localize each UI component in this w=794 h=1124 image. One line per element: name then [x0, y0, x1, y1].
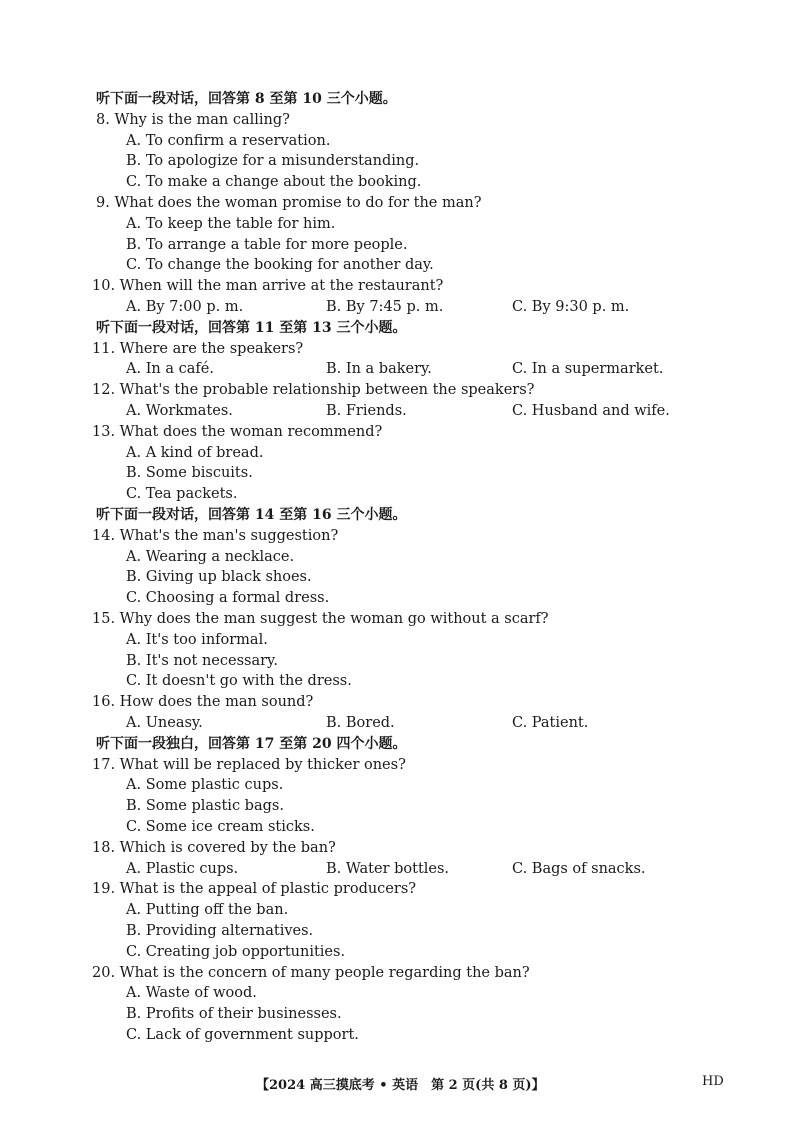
answer-option: A. Uneasy.	[126, 715, 203, 731]
answer-option: A. To confirm a reservation.	[126, 132, 331, 149]
answer-option: C. By 9:30 p. m.	[512, 299, 630, 315]
answer-option: A. To keep the table for him.	[126, 215, 336, 232]
section-instruction: 听下面一段对话，回答第 11 至第 13 三个小题。	[96, 319, 407, 336]
answer-option: C. Choosing a formal dress.	[126, 590, 330, 607]
answer-option: A. Wearing a necklace.	[126, 548, 295, 565]
question: 19. What is the appeal of plastic producers?	[92, 881, 417, 898]
answer-option: A. It's too informal.	[126, 631, 268, 648]
section-instruction: 听下面一段独白，回答第 17 至第 20 四个小题。	[96, 735, 407, 752]
question: 10. When will the man arrive at the restaurant?	[92, 278, 444, 295]
answer-option: B. Bored.	[326, 715, 395, 731]
paper-code: HD	[702, 1074, 724, 1089]
answer-option: C. Tea packets.	[126, 486, 238, 503]
answer-option: C. Bags of snacks.	[512, 860, 646, 877]
answer-option: C. It doesn't go with the dress.	[126, 673, 352, 690]
answer-option: B. Giving up black shoes.	[126, 569, 312, 586]
answer-option: C. To change the booking for another day.	[126, 257, 434, 274]
page-footer: 【2024 高三摸底考 • 英语 第 2 页(共 8 页)】	[256, 1078, 545, 1093]
answer-option: A. By 7:00 p. m.	[126, 299, 244, 315]
answer-option: B. Friends.	[326, 403, 407, 419]
answer-option: C. Patient.	[512, 715, 589, 731]
answer-option: B. Profits of their businesses.	[126, 1006, 342, 1023]
question: 12. What's the probable relationship between the speakers?	[92, 382, 535, 399]
question: 13. What does the woman recommend?	[92, 423, 383, 440]
question: 9. What does the woman promise to do for the man?	[96, 195, 482, 211]
answer-option: C. In a supermarket.	[512, 361, 664, 378]
question: 15. Why does the man suggest the woman go without a scarf?	[92, 611, 549, 627]
answer-option: B. Providing alternatives.	[126, 923, 314, 939]
answer-option: C. Creating job opportunities.	[126, 943, 346, 960]
question: 17. What will be replaced by thicker ones?	[92, 756, 406, 773]
question: 14. What's the man's suggestion?	[92, 527, 339, 544]
question: 8. Why is the man calling?	[96, 111, 290, 128]
question: 16. How does the man sound?	[92, 694, 314, 711]
answer-option: B. In a bakery.	[326, 361, 432, 378]
question: 20. What is the concern of many people regarding the ban?	[92, 964, 530, 981]
answer-option: B. Some biscuits.	[126, 465, 253, 482]
answer-option: A. Waste of wood.	[126, 985, 257, 1002]
answer-option: A. Some plastic cups.	[126, 777, 284, 794]
answer-option: A. A kind of bread.	[126, 444, 264, 461]
question: 11. Where are the speakers?	[92, 340, 304, 357]
answer-option: B. By 7:45 p. m.	[326, 299, 444, 315]
answer-option: C. Lack of government support.	[126, 1027, 359, 1043]
answer-option: A. Workmates.	[126, 403, 233, 419]
answer-option: A. In a café.	[126, 361, 214, 378]
answer-option: B. It's not necessary.	[126, 652, 278, 669]
answer-option: C. Some ice cream sticks.	[126, 819, 315, 835]
answer-option: B. Some plastic bags.	[126, 798, 284, 815]
answer-option: C. Husband and wife.	[512, 403, 670, 419]
answer-option: A. Plastic cups.	[126, 860, 239, 877]
answer-option: B. To arrange a table for more people.	[126, 236, 408, 253]
question: 18. Which is covered by the ban?	[92, 839, 336, 856]
answer-option: C. To make a change about the booking.	[126, 174, 422, 191]
answer-option: A. Putting off the ban.	[126, 902, 289, 919]
answer-option: B. Water bottles.	[326, 860, 450, 877]
section-instruction: 听下面一段对话，回答第 14 至第 16 三个小题。	[96, 507, 407, 523]
answer-option: B. To apologize for a misunderstanding.	[126, 153, 420, 170]
section-instruction: 听下面一段对话，回答第 8 至第 10 三个小题。	[96, 91, 397, 107]
